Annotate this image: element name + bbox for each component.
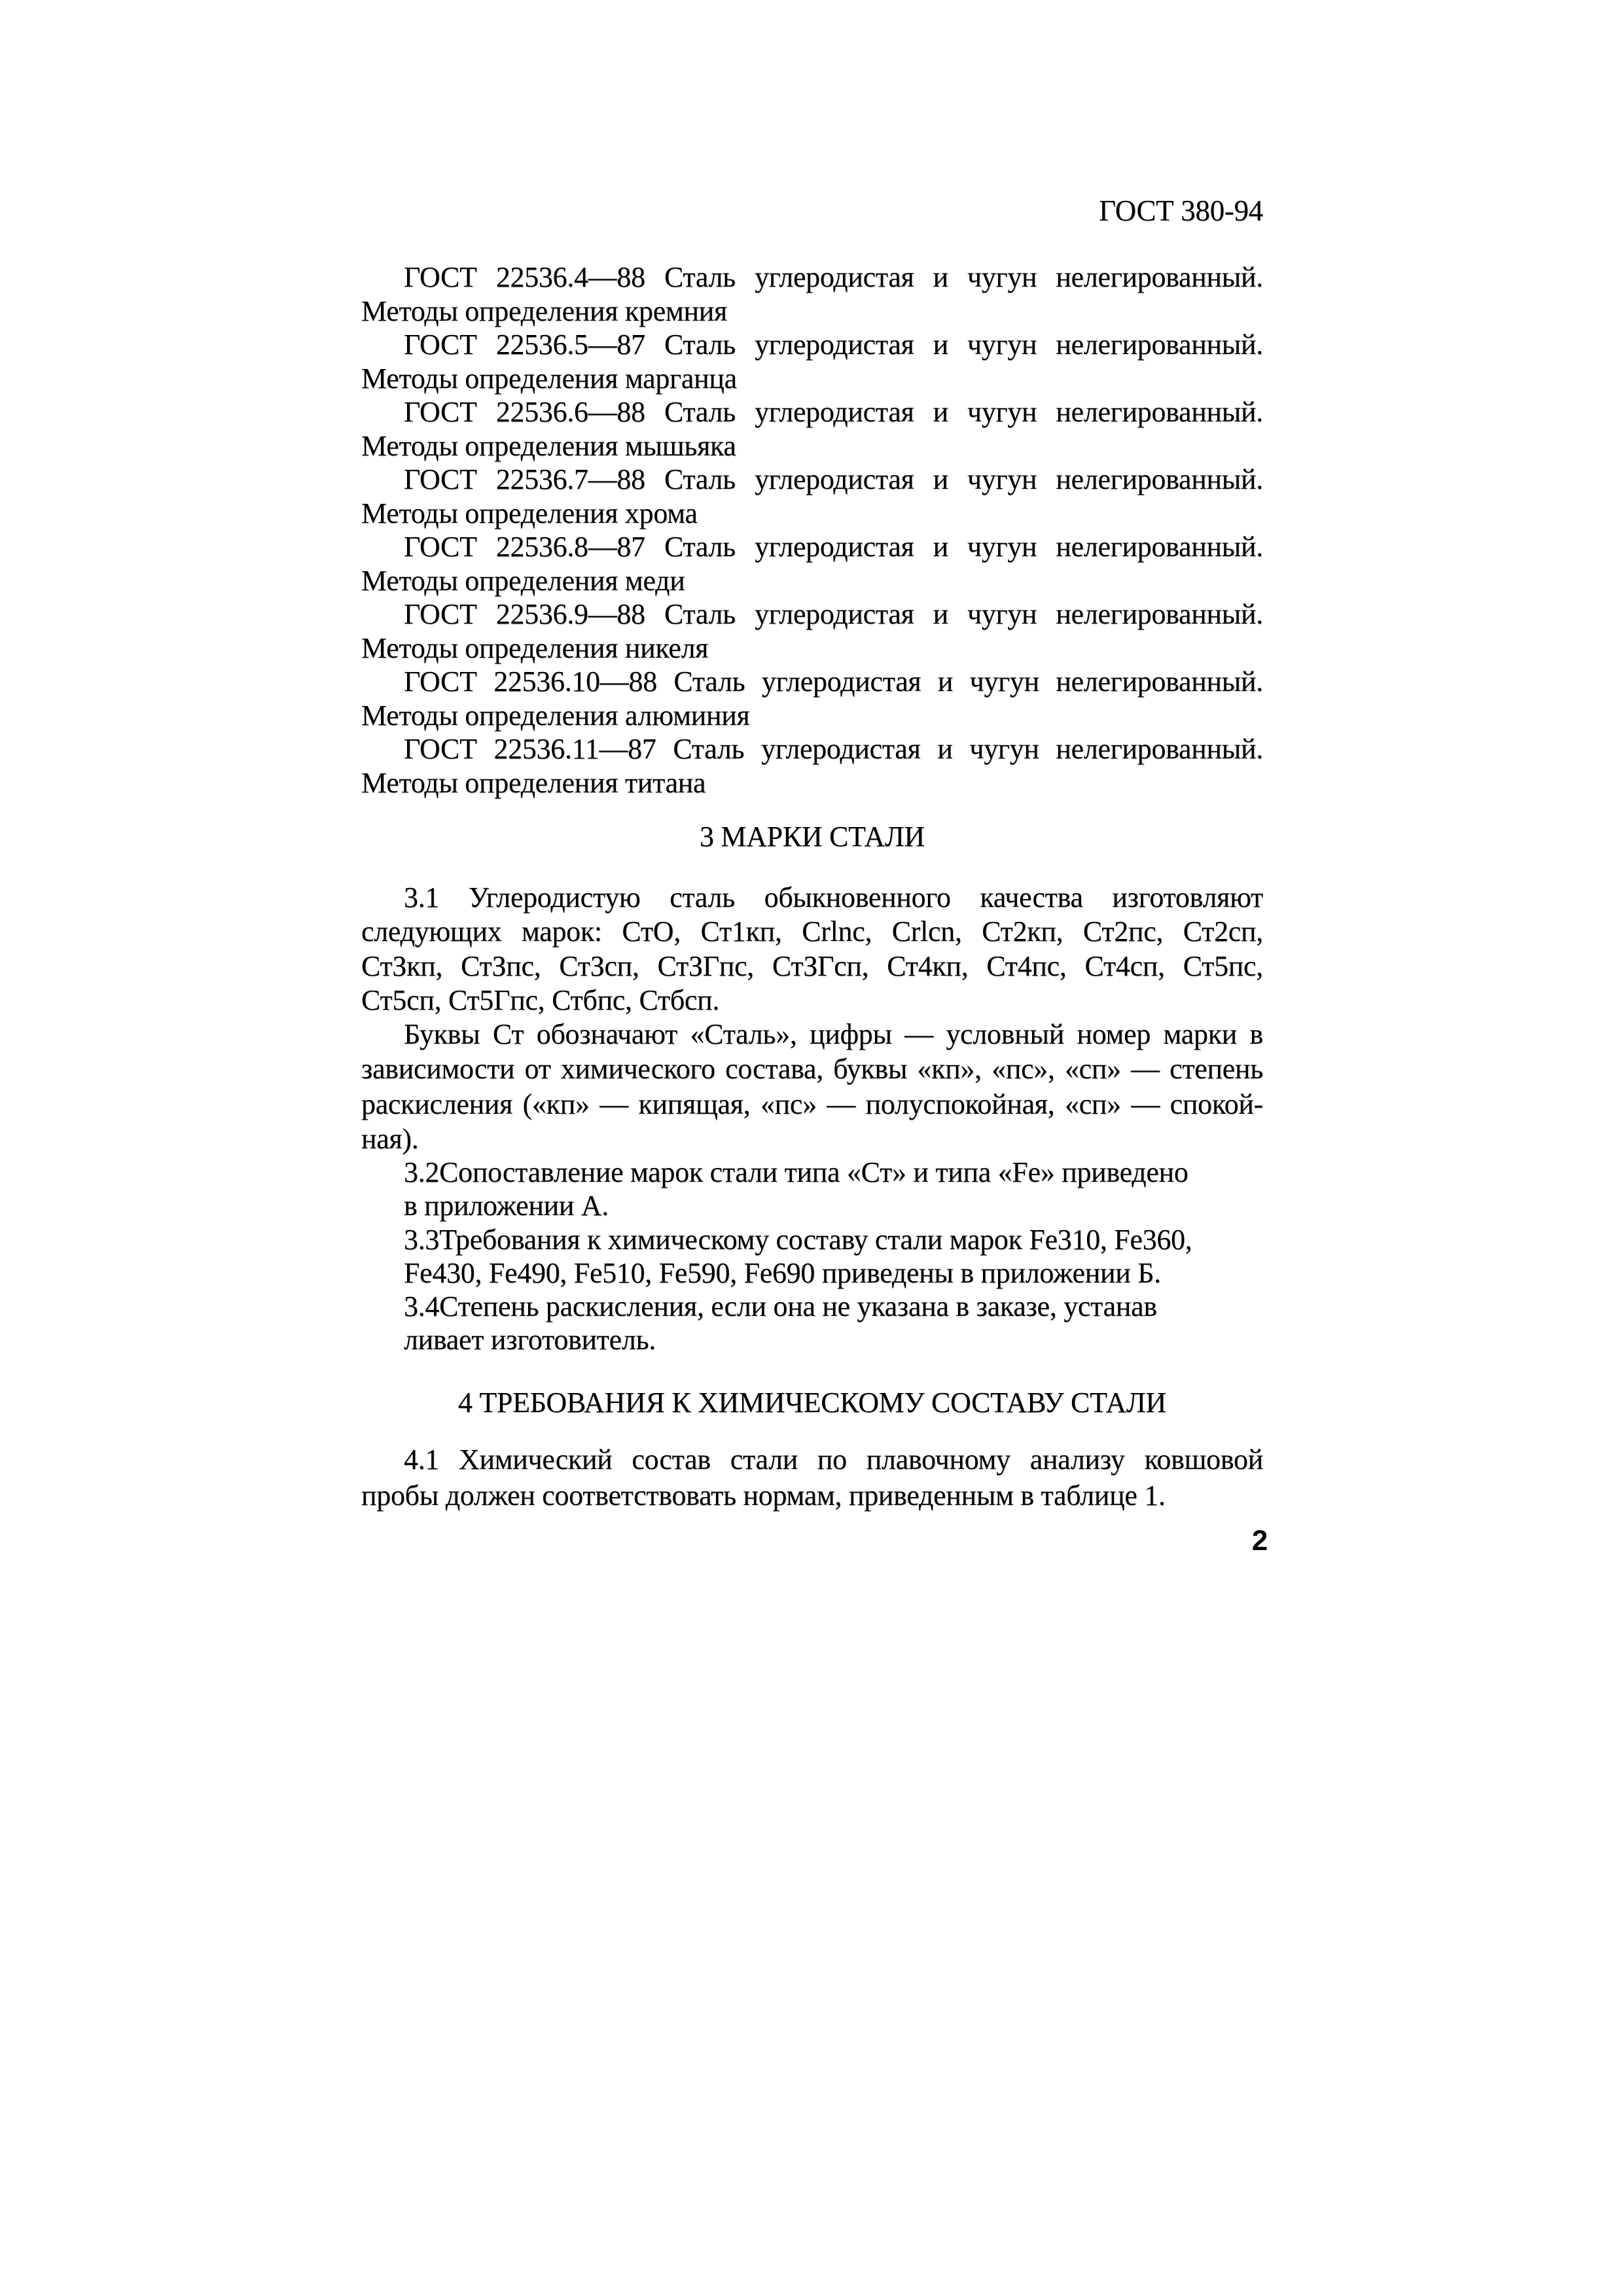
text-line: 4.1 Химический состав стали по плавочному анализу ковшовой	[404, 1443, 1263, 1475]
paragraph-steel-letters-explanation	[361, 1017, 1263, 1157]
text-line: пробы должен соответствовать нормам, приведенным в таблице 1.	[361, 1479, 1166, 1511]
text-line: Методы определения мышьяка	[361, 429, 736, 462]
text-line: Методы определения титана	[361, 766, 706, 799]
text-line: ная).	[361, 1123, 419, 1156]
standards-reference-list	[361, 260, 1263, 800]
page-number: 2	[1251, 1525, 1268, 1557]
text-line: ГОСТ 22536.5—87 Сталь углеродистая и чугун нелегированный.	[404, 328, 1263, 361]
text-line: Буквы Ст обозначают «Сталь», цифры — условный номер марки в	[404, 1018, 1263, 1050]
paragraph-3-1	[361, 881, 1263, 1018]
section-3-heading: 3 МАРКИ СТАЛИ	[699, 821, 925, 853]
text-line: 3.3Требования к химическому составу стали марок Fe310, Fe360,	[404, 1223, 1192, 1256]
text-line: ГОСТ 22536.8—87 Сталь углеродистая и чугун нелегированный.	[404, 531, 1263, 563]
text-line: Методы определения марганца	[361, 362, 737, 395]
text-line: Fe430, Fe490, Fe510, Fe590, Fe690 приведены в приложении Б.	[404, 1256, 1161, 1289]
text-line: ливает изготовитель.	[404, 1324, 656, 1356]
text-line: Методы определения кремния	[361, 294, 727, 327]
text-line: в приложении А.	[404, 1190, 609, 1222]
text-line: следующих марок: СтО, Ст1кп, Crlnc, Crlcn, Ст2кп, Ст2пс, Ст2сп,	[361, 915, 1263, 948]
text-line: Ст5сп, Ст5Гпс, Стбпс, Стбсп.	[361, 984, 720, 1017]
text-line: 3.1 Углеродистую сталь обыкновенного качества изготовляют	[404, 881, 1263, 913]
text-line: ГОСТ 22536.11—87 Сталь углеродистая и чугун нелегированный.	[404, 733, 1263, 765]
text-line: ГОСТ 22536.10—88 Сталь углеродистая и чугун нелегированный.	[404, 665, 1263, 698]
text-line: Методы определения хрома	[361, 497, 698, 529]
document-header-designation: ГОСТ 380-94	[1099, 194, 1263, 227]
text-line: ГОСТ 22536.7—88 Сталь углеродистая и чугун нелегированный.	[404, 463, 1263, 495]
text-line: ГОСТ 22536.6—88 Сталь углеродистая и чугун нелегированный.	[404, 396, 1263, 428]
text-line: Методы определения никеля	[361, 631, 709, 664]
text-line: Методы определения алюминия	[361, 699, 750, 732]
text-line: 3.2Сопоставление марок стали типа «Ст» и типа «Fe» приведено	[404, 1156, 1188, 1188]
text-line: СтЗкп, СтЗпс, СтЗсп, СтЗГпс, СтЗГсп, Ст4кп, Ст4пс, Ст4сп, Ст5пс,	[361, 949, 1263, 982]
text-line: ГОСТ 22536.9—88 Сталь углеродистая и чугун нелегированный.	[404, 598, 1263, 630]
paragraph-4-1	[361, 1441, 1263, 1513]
section-4-heading: 4 ТРЕБОВАНИЯ К ХИМИЧЕСКОМУ СОСТАВУ СТАЛИ	[458, 1386, 1166, 1419]
text-line: ГОСТ 22536.4—88 Сталь углеродистая и чугун нелегированный.	[404, 261, 1263, 293]
text-line: 3.4Степень раскисления, если она не указана в заказе, устанав	[404, 1290, 1157, 1323]
text-line: раскисления («кп» — кипящая, «пс» — полуспокойная, «сп» — спокой-	[361, 1087, 1263, 1120]
paragraphs-3-2-to-3-4	[404, 1156, 1274, 1357]
text-line: зависимости от химического состава, буквы «кп», «пс», «сп» — степень	[361, 1053, 1263, 1086]
text-line: Методы определения меди	[361, 564, 685, 597]
